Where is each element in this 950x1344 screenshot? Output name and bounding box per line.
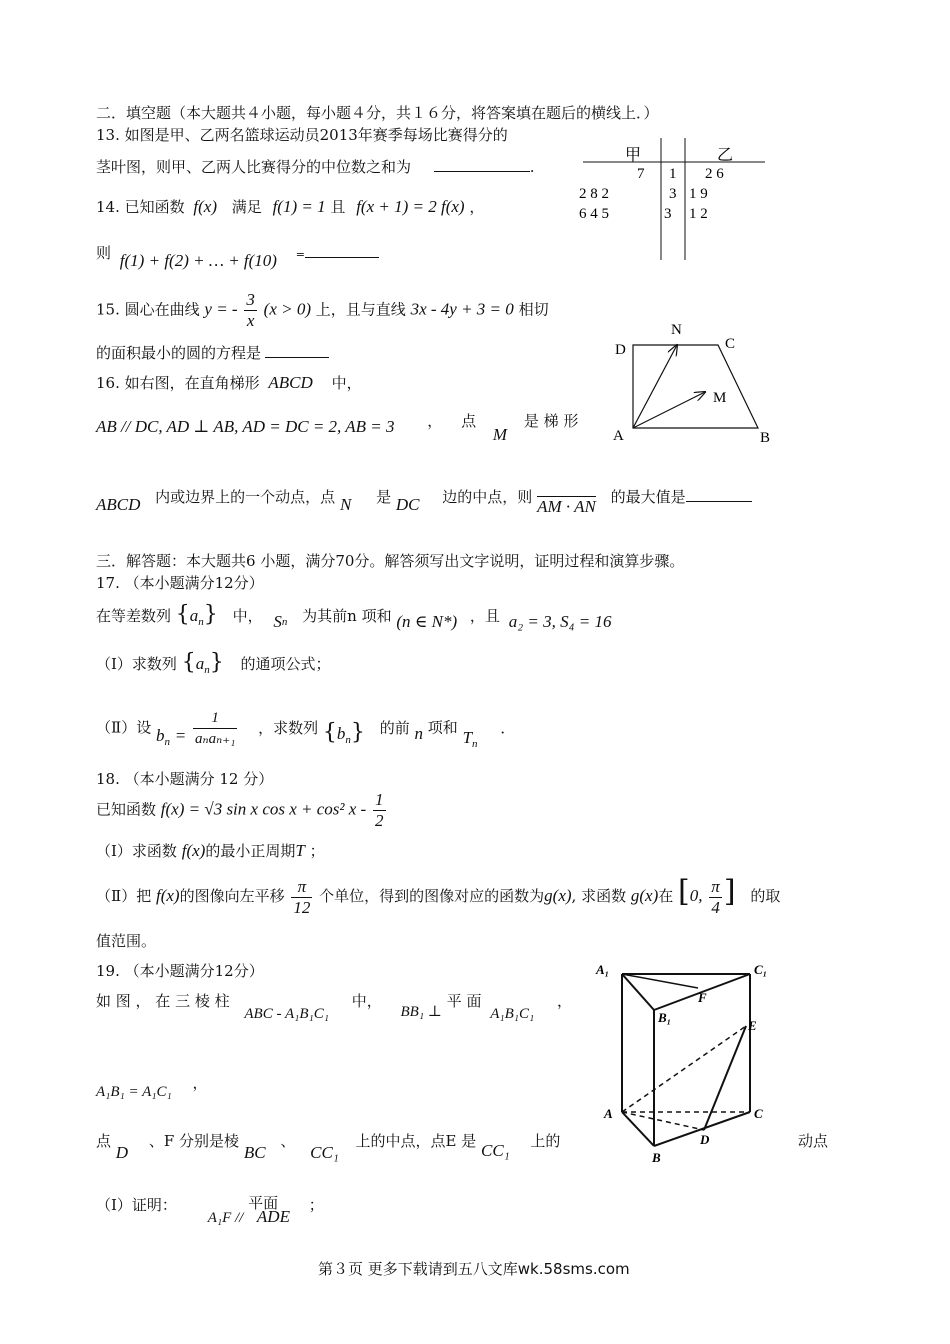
q15-frac-den: x xyxy=(246,311,255,330)
q17-n: n xyxy=(414,723,423,743)
q19-cc1: CC₁ xyxy=(310,1143,339,1162)
q19-line1 xyxy=(96,990,573,1022)
q15-line-eq: 3x - 4y + 3 = 0 xyxy=(410,299,514,319)
prism-label-a: A xyxy=(604,1106,613,1121)
q15-fraction xyxy=(244,290,257,331)
stem-leaf-row3-stem: 3 xyxy=(664,206,672,222)
q17-bn: b xyxy=(155,725,165,745)
q18-line1 xyxy=(96,790,388,831)
q18-zai: 在 xyxy=(658,887,674,905)
q18-pi4 xyxy=(709,877,722,918)
q16-line2 xyxy=(96,410,579,444)
q17-part2: （Ⅱ）设 $b_n$ = $\frac{1}{\text{aₙaₙ₊₁}}$ ，求数列 $\{b_n\}$ 的前 n 项和 $T_n$ ． xyxy=(96,710,516,750)
q17-an-sub: n xyxy=(198,616,204,628)
q17-an: a xyxy=(189,606,199,625)
q18-half-den: 2 xyxy=(375,811,384,830)
q18-expr: f(x) = √3 sin x cos x + cos² x - xyxy=(160,799,367,819)
q18-pi-den: 12 xyxy=(293,897,311,917)
stem-leaf-plot xyxy=(575,138,775,268)
q18-pi12 xyxy=(291,877,312,918)
q19-plane-name: A₁B₁C₁ xyxy=(490,1006,535,1022)
q16-shi-tixing: 是 梯 形 xyxy=(523,412,579,430)
q16-dian: 点 xyxy=(461,412,477,430)
stem-leaf-row1-right: 2 6 xyxy=(705,166,724,182)
q17-zhong: 中， xyxy=(232,607,263,625)
trap-label-m: M xyxy=(713,390,727,406)
q19-pingmian: 平面 xyxy=(248,1194,279,1212)
q13-period: . xyxy=(529,158,535,176)
stem-leaf-left-label: 甲 xyxy=(625,147,642,164)
trap-label-c: C xyxy=(725,336,736,352)
q18-p2-c: , 求函数 xyxy=(571,887,627,905)
q19-a1f: A₁F // xyxy=(207,1210,244,1226)
q17-p1: （Ⅰ）求数列 xyxy=(96,655,177,673)
trapezoid-figure xyxy=(605,320,785,450)
q19-mid-text: 上的中点，点E 是 xyxy=(355,1132,477,1150)
stem-leaf-right-label: 乙 xyxy=(717,147,734,164)
prism-label-e: E xyxy=(748,1018,757,1033)
q14-line1 xyxy=(96,196,484,217)
q17-tn: T xyxy=(462,727,473,747)
prism-label-c1: C₁ xyxy=(754,962,768,977)
q19-upper: 上的 xyxy=(530,1132,561,1150)
q16-abcd2: ABCD xyxy=(96,495,141,514)
q17-p1-brace-open: { xyxy=(181,650,196,675)
q17-title: 17. （本小题满分12分） xyxy=(96,574,264,592)
q16-zhong: 中， xyxy=(331,374,362,392)
q19-eq: A₁B₁ = A₁C₁ xyxy=(96,1084,172,1100)
prism-label-a1: A₁ xyxy=(596,962,610,977)
q17-bn-sub: n xyxy=(164,735,170,748)
q17-ncond: (n ∈ N*) xyxy=(396,612,458,631)
q14-and: 且 xyxy=(330,198,346,216)
q19-bc: BC xyxy=(243,1143,266,1162)
q17-line1 xyxy=(96,602,612,631)
q19-d: D xyxy=(115,1143,129,1162)
stem-leaf-row1-stem: 1 xyxy=(669,166,677,182)
q17-brace-open: { xyxy=(175,602,190,627)
q16-n: N xyxy=(339,495,352,514)
q17-values: a₂ = 3, S₄ = 16 xyxy=(508,612,612,631)
q17-p2-mid: ，求数列 xyxy=(258,718,319,737)
section-2-heading: 二．填空题（本大题共４小题，每小题４分，共１６分，将答案填在题后的横线上．） xyxy=(96,104,659,122)
q19-dun: 、 xyxy=(280,1132,296,1150)
q18-pi-num: π xyxy=(291,877,312,898)
prism-label-f: F xyxy=(698,990,707,1005)
trap-label-d: D xyxy=(615,342,626,358)
q18-part2 xyxy=(96,874,780,918)
q19-f-text: 、F 分别是棱 xyxy=(148,1132,240,1150)
q18-p2-d: 的取 xyxy=(750,887,781,905)
q17-brace-close: } xyxy=(203,602,218,627)
q16-abcd: ABCD xyxy=(268,373,313,392)
q17-p2: （Ⅱ）设 xyxy=(96,718,152,737)
q19-comma: ， xyxy=(557,992,573,1010)
q17-p1-an-sub: n xyxy=(204,664,210,676)
q13-line2 xyxy=(96,156,535,177)
stem-leaf-row2-right: 1 9 xyxy=(689,186,708,202)
q15-y-eq: y = - xyxy=(204,299,238,319)
q17-p1-an: a xyxy=(195,654,205,673)
q14-comma: ， xyxy=(469,198,485,216)
q17-bn-brace-open: { xyxy=(322,719,337,745)
q19-p1: （Ⅰ）证明： xyxy=(96,1196,177,1214)
q18-pi4-num: π xyxy=(711,876,720,896)
stem-leaf-row1-left: 7 xyxy=(637,166,645,182)
trap-label-b: B xyxy=(760,430,771,446)
stem-leaf-row3-left: 6 4 5 xyxy=(579,206,609,222)
q18-interval-lead: 0, xyxy=(689,886,703,905)
q16-inner: 内或边界上的一个动点，点 xyxy=(155,488,336,506)
page-footer: 第３页 更多下载请到五八文库wk.58sms.com xyxy=(318,1260,630,1278)
q13-answer-blank xyxy=(434,157,530,172)
q17-p2-qian: 的前 xyxy=(379,718,410,737)
trap-label-a: A xyxy=(613,428,624,444)
q17-qie: ，且 xyxy=(469,607,500,625)
q14-lead: 14. 已知函数 xyxy=(96,198,185,216)
q16-mid-text: 边的中点，则 xyxy=(442,488,533,506)
q19-bb1: BB₁ ⊥ xyxy=(400,1004,442,1020)
q17-tn-sub: n xyxy=(472,737,478,750)
q17-qiqian: 为其前n 项和 xyxy=(302,607,392,625)
q14-cond2: f(x + 1) = 2 f(x) xyxy=(356,197,465,216)
stem-leaf-row2-stem: 3 xyxy=(669,186,677,202)
q18-lead: 已知函数 xyxy=(96,800,157,819)
trap-label-n: N xyxy=(671,322,682,338)
q15-answer-blank xyxy=(265,343,329,358)
q18-part2-cont: 值范围。 xyxy=(96,932,157,950)
q15-frac-num: 3 xyxy=(246,290,255,309)
q17-sn-sub: n xyxy=(281,616,288,628)
q16-cond: AB // DC, AD ⊥ AB, AD = DC = 2, AB = 3 xyxy=(96,417,395,436)
q13-text: 茎叶图，则甲、乙两人比赛得分的中位数之和为 xyxy=(96,158,412,176)
q18-p1: （Ⅰ）求函数 xyxy=(96,842,177,860)
q18-p1-end: ； xyxy=(309,842,325,860)
prism-label-b1: B₁ xyxy=(658,1010,672,1025)
q16-comma: ， xyxy=(427,412,443,430)
q17-bn2: b xyxy=(336,723,346,743)
q16-lead: 16. 如右图，在直角梯形 xyxy=(96,374,260,392)
q18-gx: g(x) xyxy=(544,886,572,905)
q19-semi: ； xyxy=(308,1196,324,1214)
q16-line1 xyxy=(96,372,362,393)
q16-dot-expr: AM · AN xyxy=(537,497,596,516)
q18-pi4-den: 4 xyxy=(711,897,720,917)
q17-fraction xyxy=(193,708,237,749)
q16-m: M xyxy=(492,425,508,444)
q14-then: 则 xyxy=(96,244,112,262)
q14-cond1: f(1) = 1 xyxy=(272,197,326,216)
q17-p1-tail: 的通项公式； xyxy=(240,655,331,673)
prism-label-d: D xyxy=(700,1132,710,1147)
q18-part1 xyxy=(96,840,325,861)
stem-leaf-row3-right: 1 2 xyxy=(689,206,708,222)
q19-moving: 动点 xyxy=(798,1132,829,1150)
q18-half xyxy=(373,790,386,831)
q14-satisfy: 满足 xyxy=(231,198,262,216)
q17-lead: 在等差数列 xyxy=(96,607,172,625)
q19-plane: 平 面 xyxy=(446,992,482,1010)
q17-bn-brace-close: } xyxy=(350,719,365,745)
q16-shi: 是 xyxy=(376,488,392,506)
q15-tail: 相切 xyxy=(518,300,549,319)
q15-line2 xyxy=(96,342,329,363)
q19-lead: 如 图 ， 在 三 棱 柱 xyxy=(96,992,230,1010)
q16-max: 的最大值是 xyxy=(610,488,686,506)
q18-interval-close: ] xyxy=(723,874,736,909)
section-3-heading: 三．解答题：本大题共6 小题，满分70分。解答须写出文字说明，证明过程和演算步骤。 xyxy=(96,552,685,570)
q14-eq: = xyxy=(295,248,305,261)
q16-answer-blank xyxy=(686,487,752,502)
q15-line1 xyxy=(96,290,549,331)
q17-part1 xyxy=(96,650,331,676)
q14-sum: f(1) + f(2) + … + f(10) xyxy=(119,251,277,270)
prism-figure xyxy=(590,960,780,1170)
q19-title: 19. （本小题满分12分） xyxy=(96,962,264,980)
prism-label-c: C xyxy=(754,1106,763,1121)
q17-xianghe: 项和 xyxy=(427,718,458,737)
q17-frac-den: aₙaₙ₊₁ xyxy=(195,731,236,747)
q17-p1-brace-close: } xyxy=(209,650,224,675)
stem-leaf-row2-left: 2 8 2 xyxy=(579,186,609,202)
q16-line3 xyxy=(96,486,752,516)
q19-prism: ABC - A₁B₁C₁ xyxy=(244,1006,329,1022)
q18-gx2: g(x) xyxy=(630,886,659,905)
q18-p2-b: 个单位，得到的图像对应的函数为 xyxy=(319,887,545,905)
q18-T: T xyxy=(295,841,305,860)
q16-dc: DC xyxy=(395,495,420,514)
q19-ade: ADE xyxy=(256,1207,290,1226)
q13-line1: 13. 如图是甲、乙两名篮球运动员2013年赛季每场比赛得分的 xyxy=(96,126,508,144)
q19-zhong: 中， xyxy=(351,992,382,1010)
q17-sn: S xyxy=(273,612,282,631)
q15-text2: 的面积最小的圆的方程是 xyxy=(96,344,262,362)
q19-line2 xyxy=(96,1072,208,1100)
q19-cc1b: CC₁ xyxy=(481,1141,510,1160)
q19-comma2: ， xyxy=(192,1074,208,1092)
q14-line2 xyxy=(96,242,379,270)
q14-fx: f(x) xyxy=(193,197,217,216)
q17-frac-num: 1 xyxy=(193,708,237,729)
q15-mid: 上，且与直线 xyxy=(315,300,406,319)
q18-half-num: 1 xyxy=(375,790,384,809)
q18-p2: （Ⅱ）把 xyxy=(96,887,152,905)
q17-period: ． xyxy=(500,718,516,737)
q14-answer-blank xyxy=(305,243,379,258)
q19-line3 xyxy=(96,1130,561,1162)
q19-dian: 点 xyxy=(96,1132,112,1150)
q18-p1-fx: f(x) xyxy=(181,841,206,860)
q18-interval-open: [ xyxy=(678,874,690,909)
prism-label-b: B xyxy=(652,1150,661,1165)
q18-p2-a: 的图像向左平移 xyxy=(179,887,285,905)
q17-bn2-sub: n xyxy=(345,733,351,746)
q18-title: 18. （本小题满分 12 分） xyxy=(96,770,274,788)
q18-p1-mid: 的最小正周期 xyxy=(205,842,296,860)
q18-p2-fx: f(x) xyxy=(155,886,180,905)
q19-part1 xyxy=(96,1194,324,1226)
q15-lead: 15. 圆心在曲线 xyxy=(96,300,200,319)
q15-cond: (x > 0) xyxy=(263,299,311,319)
